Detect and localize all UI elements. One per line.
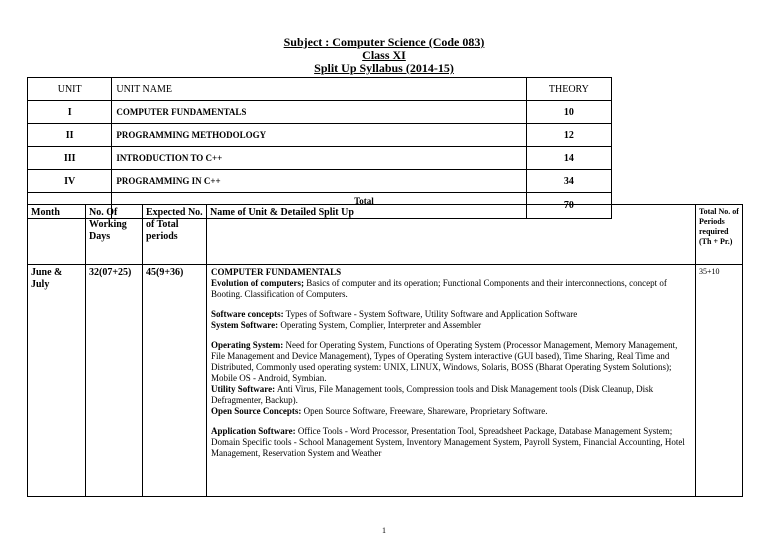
expected-periods-col-header: Expected No. of Total periods — [143, 205, 207, 265]
theory-col-header: THEORY — [526, 78, 611, 101]
unit-detail-cell — [207, 265, 696, 497]
working-days-col-header: No. Of Working Days — [86, 205, 143, 265]
month-col-header: Month — [28, 205, 86, 265]
table-row — [28, 147, 612, 170]
list-item: Evolution of computers; Basics of computer and its operation; Functional Components and their interconnections, concept of Booting. Classification of Computers. — [211, 278, 667, 299]
unit-number: II — [28, 124, 112, 147]
total-value: 70 — [526, 193, 611, 219]
list-item: Operating System: Need for Operating System, Functions of Operating System (Processor Management, Memory Management, File Management and Device Management), Types of Operating System interactive (GUI based), Time Sharing, Real Time and Distributed, Commonly used operating system: UNIX, LINUX, Windows, Solaris, BOSS (Bharat Operating System Solutions); Mobile OS - Android, Symbian. — [211, 340, 678, 383]
class-heading: Class XI — [362, 48, 406, 62]
total-periods-col-header: Total No. of Periods required (Th + Pr.) — [696, 205, 743, 265]
expected-periods-cell: 45(9+36) — [143, 265, 207, 497]
month-cell: June & July — [28, 265, 86, 497]
working-days-cell: 32(07+25) — [86, 265, 143, 497]
unit-number: I — [28, 101, 112, 124]
unit-detail-col-header: Name of Unit & Detailed Split Up — [207, 205, 696, 265]
theory-value: 14 — [526, 147, 611, 170]
table-row — [28, 170, 612, 193]
page-number: 1 — [382, 526, 386, 535]
unit-name: PROGRAMMING IN C++ — [112, 170, 526, 193]
unit-col-header: UNIT — [28, 78, 112, 101]
split-up-table — [27, 204, 743, 497]
theory-value: 12 — [526, 124, 611, 147]
list-item: Application Software: Office Tools - Word Processor, Presentation Tool, Spreadsheet Package, Database Management System; Domain Specific tools - School Management System, Inventory Management System, Payroll System, Financial Accounting, Hotel Management, Reservation System and Weather — [211, 426, 685, 458]
list-item: Utility Software: Anti Virus, File Management tools, Compression tools and Disk Management tools (Disk Cleanup, Disk Defragmenter, Backup). — [211, 384, 654, 405]
unit-summary-table — [27, 77, 612, 219]
subject-heading: Subject : Computer Science (Code 083) — [283, 35, 485, 49]
unit-number: III — [28, 147, 112, 170]
total-periods-cell: 35+10 — [696, 265, 743, 497]
table-row — [28, 265, 743, 497]
list-item: Open Source Concepts: Open Source Software, Freeware, Shareware, Proprietary Software. — [211, 406, 548, 416]
syllabus-heading: Split Up Syllabus (2014-15) — [314, 61, 454, 75]
theory-value: 10 — [526, 101, 611, 124]
unit-number: IV — [28, 170, 112, 193]
total-label: Total — [112, 193, 526, 219]
table-row — [28, 124, 612, 147]
theory-value: 34 — [526, 170, 611, 193]
list-item: System Software: Operating System, Complier, Interpreter and Assembler — [211, 320, 482, 330]
table-row — [28, 101, 612, 124]
unit-name-col-header: UNIT NAME — [112, 78, 526, 101]
unit-name: PROGRAMMING METHODOLOGY — [112, 124, 526, 147]
unit-title: COMPUTER FUNDAMENTALS — [211, 267, 342, 277]
unit-name: COMPUTER FUNDAMENTALS — [112, 101, 526, 124]
unit-name: INTRODUCTION TO C++ — [112, 147, 526, 170]
list-item: Software concepts: Types of Software - System Software, Utility Software and Application Software — [211, 309, 578, 319]
